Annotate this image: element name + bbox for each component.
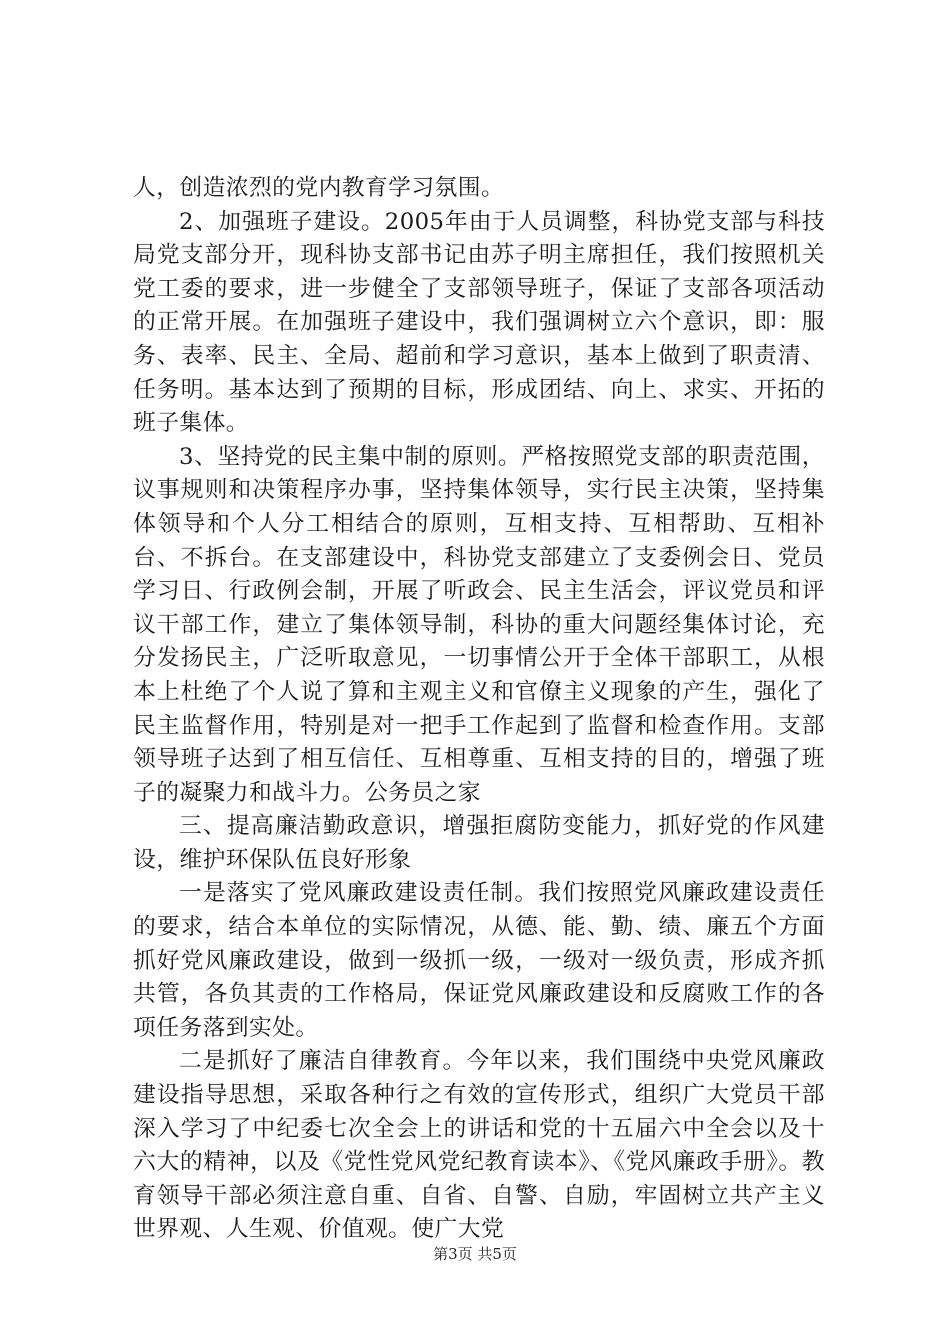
paragraph-responsibility-system: 一是落实了党风廉政建设责任制。我们按照党风廉政建设责任的要求，结合本单位的实际情况，从德、能、勤、绩、廉五个方面抓好党风廉政建设，做到一级抓一级，一级对一级负责，形成齐抓共管，各负其责的工作格局，保证党风廉政建设和反腐败工作的各项任务落到实处。	[133, 880, 825, 1041]
paragraph-self-discipline-education: 二是抓好了廉洁自律教育。今年以来，我们围绕中央党风廉政建设指导思想，采取各种行之有效的宣传形式，组织广大党员干部深入学习了中纪委七次全会上的讲话和党的十五届六中全会以及十六大的精神，以及《党性党风党纪教育读本》、《党风廉政手册》。教育领导干部必须注意自重、自省、自警、自励，牢固树立共产主义世界观、人生观、价值观。使广大党	[133, 1048, 825, 1243]
section-heading-integrity: 三、提高廉洁勤政意识，增强拒腐防变能力，抓好党的作风建设，维护环保队伍良好形象	[133, 813, 825, 873]
paragraph-continuation: 人，创造浓烈的党内教育学习氛围。	[133, 175, 505, 201]
page-number: 第3页 共5页	[433, 1245, 517, 1263]
document-body	[133, 172, 825, 1247]
paragraph-team-building: 2、加强班子建设。2005年由于人员调整，科协党支部与科技局党支部分开，现科协支部书记由苏子明主席担任，我们按照机关党工委的要求，进一步健全了支部领导班子，保证了支部各项活动的正常开展。在加强班子建设中，我们强调树立六个意识，即：服务、表率、民主、全局、超前和学习意识，基本上做到了职责清、任务明。基本达到了预期的目标，形成团结、向上、求实、开拓的班子集体。	[133, 208, 825, 437]
paragraph-democratic-centralism: 3、坚持党的民主集中制的原则。严格按照党支部的职责范围，议事规则和决策程序办事，坚持集体领导，实行民主决策，坚持集体领导和个人分工相结合的原则，互相支持、互相帮助、互相补台、不拆台。在支部建设中，科协党支部建立了支委例会日、党员学习日、行政例会制，开展了听政会、民主生活会，评议党员和评议干部工作，建立了集体领导制，科协的重大问题经集体讨论，充分发扬民主，广泛听取意见，一切事情公开于全体干部职工，从根本上杜绝了个人说了算和主观主义和官僚主义现象的产生，强化了民主监督作用，特别是对一把手工作起到了监督和检查作用。支部领导班子达到了相互信任、互相尊重、互相支持的目的，增强了班子的凝聚力和战斗力。公务员之家	[133, 443, 825, 806]
